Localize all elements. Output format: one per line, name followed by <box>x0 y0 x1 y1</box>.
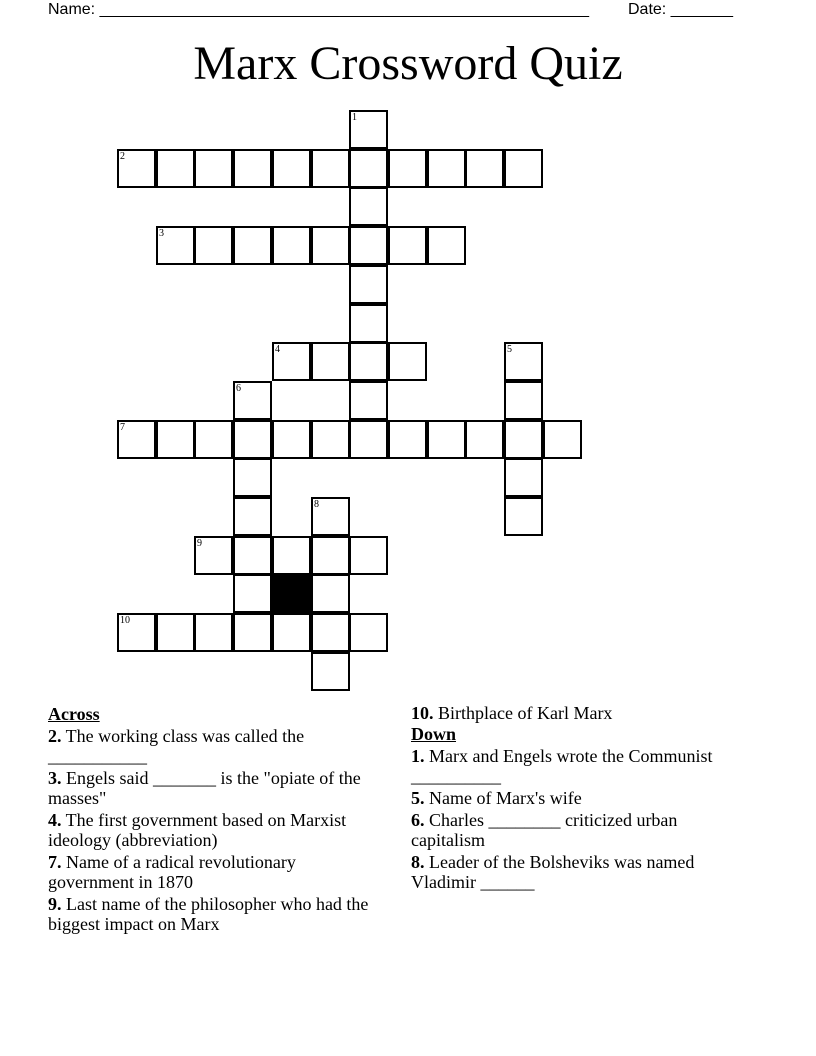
grid-cell[interactable] <box>194 536 233 575</box>
clue-text: Birthplace of Karl Marx <box>433 703 613 723</box>
clue-number: 10. <box>411 703 434 723</box>
grid-cell[interactable] <box>427 226 466 265</box>
clue-number: 6. <box>411 810 425 830</box>
grid-cell[interactable] <box>311 536 350 575</box>
grid-cell[interactable] <box>388 342 427 381</box>
clue-across-4 <box>48 810 378 850</box>
grid-cell[interactable] <box>194 226 233 265</box>
grid-cell[interactable] <box>311 342 350 381</box>
grid-cell[interactable] <box>233 458 272 497</box>
clue-number: 9. <box>48 894 62 914</box>
grid-cell[interactable] <box>311 420 350 459</box>
grid-cell[interactable] <box>272 342 311 381</box>
cell-number: 10 <box>120 615 130 626</box>
clue-across-10 <box>411 703 741 723</box>
grid-cell[interactable] <box>194 149 233 188</box>
across-heading: Across <box>48 704 100 724</box>
grid-cell[interactable] <box>349 187 388 226</box>
clue-text: Name of Marx's wife <box>424 788 582 808</box>
clue-text: Leader of the Bolsheviks was named Vladimir ______ <box>411 852 695 892</box>
clue-down-5 <box>411 788 741 808</box>
grid-cell[interactable] <box>311 226 350 265</box>
grid-cell[interactable] <box>349 265 388 304</box>
grid-cell[interactable] <box>504 342 543 381</box>
grid-cell[interactable] <box>117 613 156 652</box>
clue-number: 2. <box>48 726 62 746</box>
grid-cell[interactable] <box>311 149 350 188</box>
grid-cell[interactable] <box>504 381 543 420</box>
grid-cell[interactable] <box>349 420 388 459</box>
grid-cell[interactable] <box>272 613 311 652</box>
grid-cell[interactable] <box>311 497 350 536</box>
grid-cell[interactable] <box>465 149 504 188</box>
grid-cell[interactable] <box>349 304 388 343</box>
cell-number: 9 <box>197 538 202 549</box>
clue-across-9 <box>48 894 378 934</box>
grid-cell[interactable] <box>156 149 195 188</box>
cell-number: 8 <box>314 499 319 510</box>
grid-cell[interactable] <box>311 574 350 613</box>
clue-text: Name of a radical revolutionary government in 1870 <box>48 852 296 892</box>
grid-cell[interactable] <box>504 149 543 188</box>
grid-cell[interactable] <box>427 149 466 188</box>
grid-cell[interactable] <box>194 613 233 652</box>
cell-number: 2 <box>120 151 125 162</box>
grid-cell[interactable] <box>233 536 272 575</box>
grid-cell[interactable] <box>311 652 350 691</box>
clue-text: The first government based on Marxist ideology (abbreviation) <box>48 810 347 850</box>
grid-cell[interactable] <box>272 226 311 265</box>
grid-cell[interactable] <box>194 420 233 459</box>
clues-column-left <box>48 703 378 934</box>
clue-number: 1. <box>411 746 425 766</box>
clue-number: 8. <box>411 852 425 872</box>
grid-cell[interactable] <box>504 420 543 459</box>
grid-cell[interactable] <box>272 420 311 459</box>
grid-cell[interactable] <box>349 613 388 652</box>
grid-cell[interactable] <box>349 536 388 575</box>
grid-cell[interactable] <box>233 149 272 188</box>
grid-cell[interactable] <box>543 420 582 459</box>
clue-text: The working class was called the ___________ <box>48 726 305 766</box>
cell-number: 5 <box>507 344 512 355</box>
grid-cell[interactable] <box>272 149 311 188</box>
clue-number: 3. <box>48 768 62 788</box>
clue-text: Marx and Engels wrote the Communist __________ <box>411 746 713 786</box>
clue-across-7 <box>48 852 378 892</box>
down-heading: Down <box>411 724 457 744</box>
clue-number: 5. <box>411 788 425 808</box>
grid-cell[interactable] <box>233 226 272 265</box>
clue-text: Last name of the philosopher who had the biggest impact on Marx <box>48 894 369 934</box>
grid-cell[interactable] <box>272 536 311 575</box>
cell-number: 7 <box>120 422 125 433</box>
cell-number: 4 <box>275 344 280 355</box>
name-field-label: Name: _______________________________________________________ <box>48 1 589 18</box>
grid-cell[interactable] <box>117 149 156 188</box>
clue-down-8 <box>411 852 741 892</box>
grid-cell[interactable] <box>233 574 272 613</box>
grid-cell[interactable] <box>504 458 543 497</box>
page-title: Marx Crossword Quiz <box>193 37 623 90</box>
grid-cell[interactable] <box>233 381 272 420</box>
grid-cell[interactable] <box>349 149 388 188</box>
clue-number: 7. <box>48 852 62 872</box>
clue-down-1 <box>411 746 741 786</box>
grid-cell[interactable] <box>349 342 388 381</box>
black-square <box>272 574 311 613</box>
date-field-label: Date: _______ <box>628 1 733 18</box>
grid-cell[interactable] <box>311 613 350 652</box>
clue-across-2 <box>48 726 378 766</box>
grid-cell[interactable] <box>349 226 388 265</box>
grid-cell[interactable] <box>233 420 272 459</box>
clue-number: 4. <box>48 810 62 830</box>
cell-number: 6 <box>236 383 241 394</box>
grid-cell[interactable] <box>156 420 195 459</box>
grid-cell[interactable] <box>156 226 195 265</box>
clue-across-3 <box>48 768 378 808</box>
cell-number: 1 <box>352 112 357 123</box>
grid-cell[interactable] <box>465 420 504 459</box>
grid-cell[interactable] <box>504 497 543 536</box>
clue-text: Engels said _______ is the "opiate of the masses" <box>48 768 361 808</box>
grid-cell[interactable] <box>117 420 156 459</box>
cell-number: 3 <box>159 228 164 239</box>
clues-column-right <box>411 703 741 892</box>
grid-cell[interactable] <box>388 149 427 188</box>
clue-down-6 <box>411 810 741 850</box>
grid-cell[interactable] <box>388 420 427 459</box>
grid-cell[interactable] <box>388 226 427 265</box>
grid-cell[interactable] <box>427 420 466 459</box>
grid-cell[interactable] <box>233 497 272 536</box>
clue-text: Charles ________ criticized urban capitalism <box>411 810 678 850</box>
grid-cell[interactable] <box>156 613 195 652</box>
grid-cell[interactable] <box>349 381 388 420</box>
grid-cell[interactable] <box>349 110 388 149</box>
grid-cell[interactable] <box>233 613 272 652</box>
